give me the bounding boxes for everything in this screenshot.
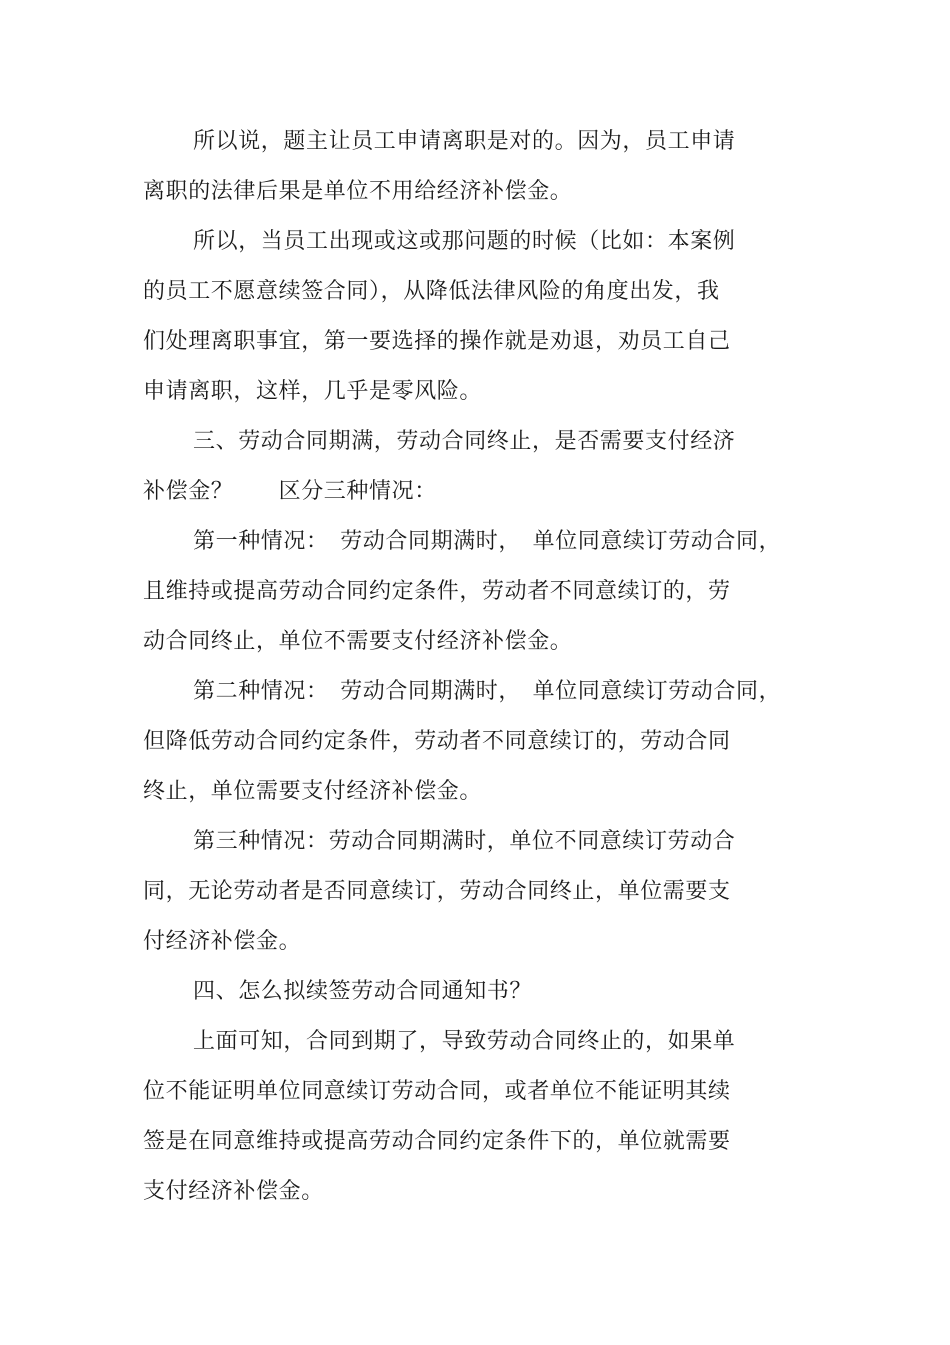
text-line: 第二种情况： 劳动合同期满时， 单位同意续订劳动合同， [193, 679, 782, 704]
text-line: 三、劳动合同期满，劳动合同终止，是否需要支付经济 [193, 429, 736, 454]
text-line: 签是在同意维持或提高劳动合同约定条件下的，单位就需要 [143, 1129, 731, 1154]
text-line: 第三种情况：劳动合同期满时，单位不同意续订劳动合 [193, 829, 736, 854]
text-line: 补偿金？ 区分三种情况： [143, 479, 437, 504]
text-line: 上面可知，合同到期了，导致劳动合同终止的，如果单 [193, 1029, 736, 1054]
text-line: 动合同终止，单位不需要支付经济补偿金。 [143, 629, 573, 654]
text-line: 支付经济补偿金。 [143, 1179, 324, 1204]
text-line: 的员工不愿意续签合同），从降低法律风险的角度出发，我 [143, 279, 720, 304]
text-line: 且维持或提高劳动合同约定条件，劳动者不同意续订的，劳 [143, 579, 731, 604]
text-line: 离职的法律后果是单位不用给经济补偿金。 [143, 179, 573, 204]
text-line: 所以说，题主让员工申请离职是对的。因为，员工申请 [193, 129, 736, 154]
text-line: 申请离职，这样，几乎是零风险。 [143, 379, 483, 404]
text-line: 四、怎么拟续签劳动合同通知书？ [193, 979, 533, 1004]
text-line: 第一种情况： 劳动合同期满时， 单位同意续订劳动合同， [193, 529, 782, 554]
text-line: 们处理离职事宜，第一要选择的操作就是劝退，劝员工自己 [143, 329, 731, 354]
text-line: 同，无论劳动者是否同意续订，劳动合同终止，单位需要支 [143, 879, 731, 904]
text-line: 但降低劳动合同约定条件，劳动者不同意续订的，劳动合同 [143, 729, 731, 754]
text-line: 位不能证明单位同意续订劳动合同，或者单位不能证明其续 [143, 1079, 731, 1104]
text-line: 所以，当员工出现或这或那问题的时候（比如：本案例 [193, 229, 736, 254]
text-line: 终止，单位需要支付经济补偿金。 [143, 779, 483, 804]
text-line: 付经济补偿金。 [143, 929, 302, 954]
